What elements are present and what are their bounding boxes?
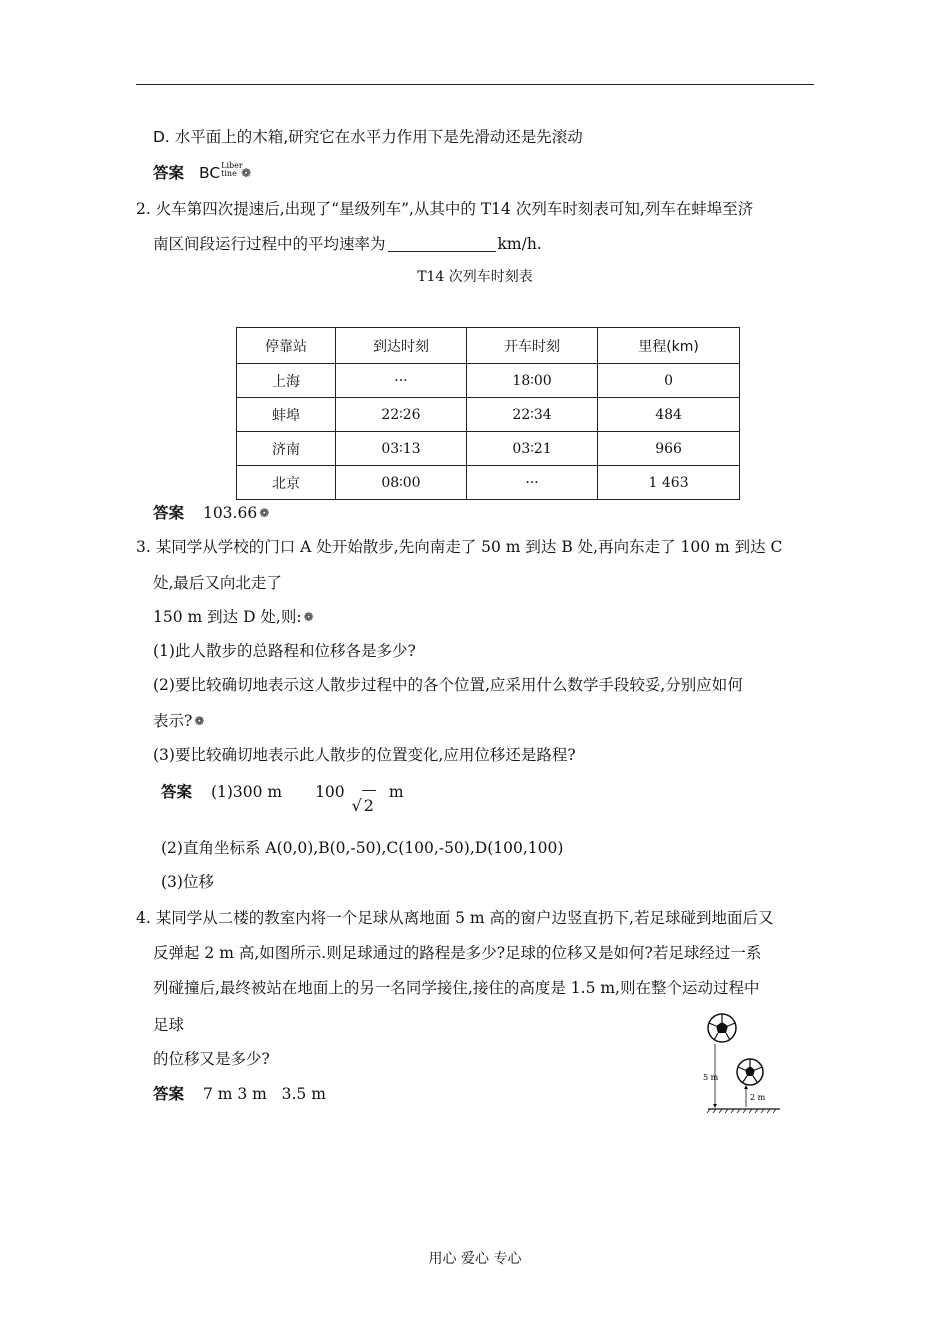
answer-blank [388,235,496,252]
q2-line2-after: km/h. [497,235,542,253]
q3-line3 [153,607,314,627]
table-header-row [237,328,740,364]
table-cell: 1 463 [598,466,740,500]
table-row [237,398,740,432]
q3-line1: 3. 某同学从学校的门口 A 处开始散步,先向南走了 50 m 到达 B 处,再向东走了 100 m 到达 C [136,538,783,556]
answer-value: 103.66 [202,504,258,522]
q2-answer [153,503,269,523]
q4-line5: 的位移又是多少? [153,1050,270,1068]
answer-part2-unit: m [388,783,404,801]
q3-sub2-line2-text: 表示? [153,712,193,730]
football-bounce-icon [737,1059,763,1085]
table-cell: 966 [598,432,740,466]
col-header: 停靠站 [237,328,336,364]
header-rule [136,84,814,85]
table-cell: 03∶21 [467,432,598,466]
q3-answer3: (3)位移 [161,873,214,891]
q2-text-line2 [153,234,542,254]
table-cell: 03∶13 [335,432,466,466]
football-top-icon [708,1014,736,1042]
table-cell: 蚌埠 [237,398,336,432]
table-cell: 北京 [237,466,336,500]
table-cell: ··· [335,364,466,398]
sqrt-radicand: 2 [362,790,376,819]
table-cell: 上海 [237,364,336,398]
q3-answer2: (2)直角坐标系 A(0,0),B(0,-50),C(100,-50),D(100,100) [161,839,564,857]
answer-stamp: Liber tine [221,161,243,178]
table-cell: 济南 [237,432,336,466]
answer-part1: (1)300 m [210,783,283,801]
col-header: 里程(km) [598,328,740,364]
label-2m: 2 m [750,1093,766,1102]
answer-label: 答案 [153,1084,185,1103]
table-caption: T14 次列车时刻表 [417,269,533,285]
q3-answer [161,779,404,819]
q4-line1: 4. 某同学从二楼的教室内将一个足球从离地面 5 m 高的窗户边竖直扔下,若足球碰到地面后又 [136,909,774,927]
answer-value: BC [198,164,221,182]
answer-label: 答案 [161,782,193,801]
table-cell: 22∶34 [467,398,598,432]
answer-label: 答案 [153,503,185,522]
stamp-icon: ❁ [241,166,252,180]
q3-line3-text: 150 m 到达 D 处,则: [153,608,302,626]
q4-answer [153,1084,326,1104]
bounce-arrow-head [744,1085,748,1089]
q2-text-line1: 2. 火车第四次提速后,出现了“星级列车”,从其中的 T14 次列车时刻表可知,列车在蚌埠至济 [136,200,754,218]
q3-sub2-line2 [153,711,204,731]
q3-sub2-line1: (2)要比较确切地表示这人散步过程中的各个位置,应采用什么数学手段较妥,分别应如何 [153,676,743,694]
q3-sub1: (1)此人散步的总路程和位移各是多少? [153,642,416,660]
drop-arrow-head [713,1104,717,1108]
answer-part2-coef: 100 [315,783,345,801]
table-cell: 484 [598,398,740,432]
col-header: 到达时刻 [335,328,466,364]
q4-line4: 足球 [153,1016,185,1034]
q2-line2-before: 南区间段运行过程中的平均速率为 [153,235,386,253]
sqrt-expression: √ 2 [352,790,376,819]
stamp-icon: ❁ [259,506,270,520]
table-cell: 18∶00 [467,364,598,398]
q1-answer [153,162,251,183]
stamp-icon: ❁ [303,610,314,624]
q3-sub3: (3)要比较确切地表示此人散步的位置变化,应用位移还是路程? [153,746,576,764]
table-row [237,432,740,466]
q3-line2: 处,最后又向北走了 [153,574,282,592]
table-cell: 08∶00 [335,466,466,500]
answer-value: 7 m 3 m 3.5 m [202,1085,326,1103]
table-cell: 0 [598,364,740,398]
label-5m: 5 m [703,1073,719,1082]
table-row [237,466,740,500]
col-header: 开车时刻 [467,328,598,364]
table-cell: 22∶26 [335,398,466,432]
table-cell: ··· [467,466,598,500]
page-footer: 用心 爱心 专心 [428,1251,522,1267]
q4-line2: 反弹起 2 m 高,如图所示.则足球通过的路程是多少?足球的位移又是如何?若足球经过一系 [153,944,762,962]
q1-option-d: D. 水平面上的木箱,研究它在水平力作用下是先滑动还是先滚动 [153,128,583,146]
q4-line3: 列碰撞后,最终被站在地面上的另一名同学接住,接住的高度是 1.5 m,则在整个运动过程中 [153,979,760,997]
table-row [237,364,740,398]
stamp-icon: ❁ [194,714,205,728]
football-figure [700,1010,790,1120]
train-timetable [236,327,740,500]
answer-label: 答案 [153,163,185,182]
